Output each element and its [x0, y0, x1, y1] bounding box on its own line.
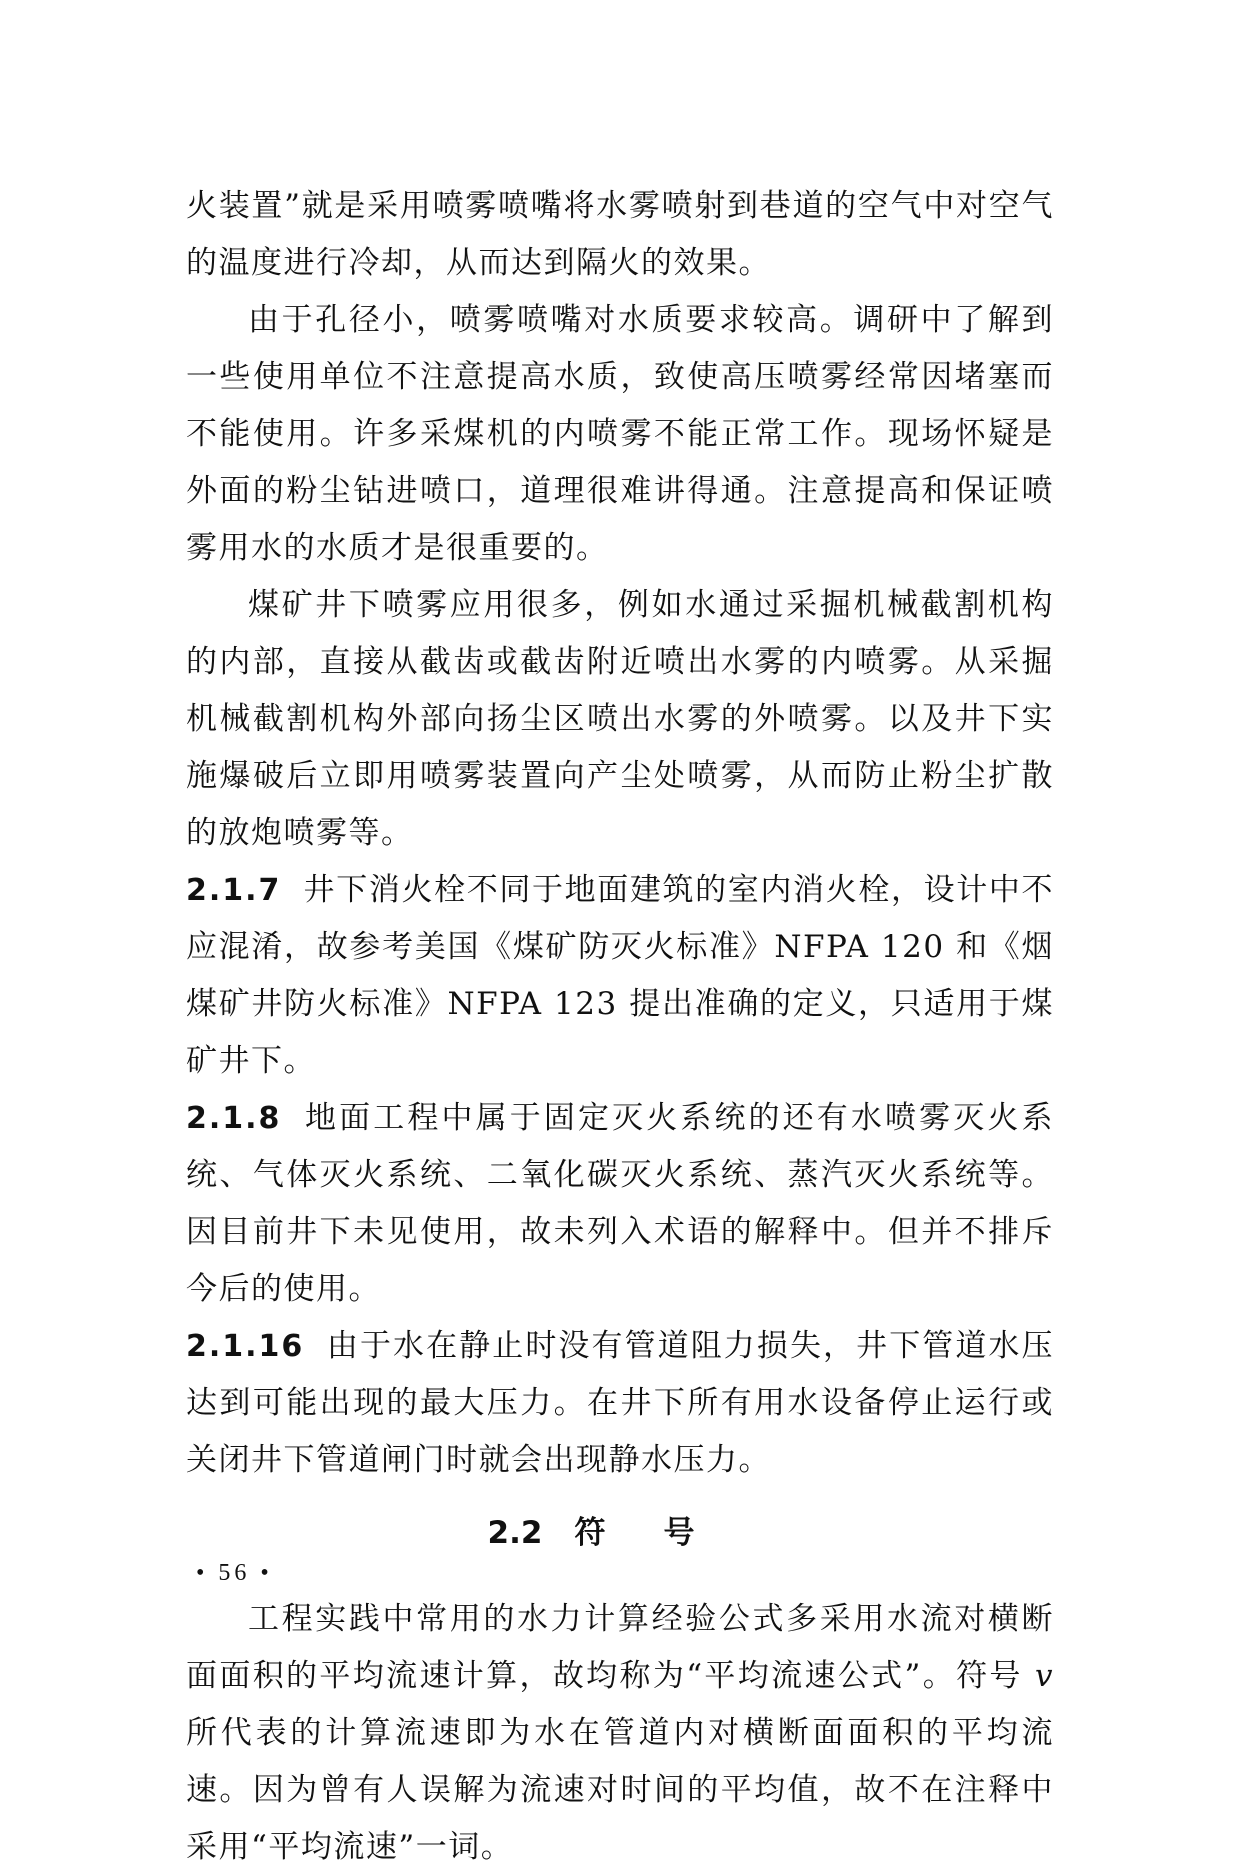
clause-number: 2.1.16: [186, 1329, 305, 1364]
section-number: 2.2: [487, 1515, 543, 1551]
clause-text: 由于水在静止时没有管道阻力损失，井下管道水压达到可能出现的最大压力。在井下所有用水设备停止运行或关闭井下管道闸门时就会出现静水压力。: [186, 1328, 1054, 1478]
paragraph-water-quality: 由于孔径小，喷雾喷嘴对水质要求较高。调研中了解到一些使用单位不注意提高水质，致使高压喷雾经常因堵塞而不能使用。许多采煤机的内喷雾不能正常工作。现场怀疑是外面的粉尘钻进喷口，道理很难讲得通。注意提高和保证喷雾用水的水质才是很重要的。: [186, 302, 1054, 566]
paragraph-symbols: [186, 1591, 1054, 1876]
section-title-text: 符号: [574, 1515, 753, 1551]
paragraph-spray-applications: 煤矿井下喷雾应用很多，例如水通过采掘机械截割机构的内部，直接从截齿或截齿附近喷出水雾的内喷雾。从采掘机械截割机构外部向扬尘区喷出水雾的外喷雾。以及井下实施爆破后立即用喷雾装置向产尘处喷雾，从而防止粉尘扩散的放炮喷雾等。: [186, 587, 1054, 851]
symbols-text-part2: 所代表的计算流速即为水在管道内对横断面面积的平均流速。因为曾有人误解为流速对时间的平均值，故不在注释中采用“平均流速”一词。: [186, 1715, 1054, 1865]
clause-2-1-16: [186, 1318, 1054, 1489]
clause-2-1-7: [186, 862, 1054, 1090]
clause-number: 2.1.8: [186, 1101, 282, 1136]
clause-text: 井下消火栓不同于地面建筑的室内消火栓，设计中不应混淆，故参考美国《煤矿防灭火标准》NFPA 120 和《烟煤矿井防火标准》NFPA 123 提出准确的定义，只适用于煤矿井下。: [186, 872, 1054, 1079]
page-number: • 56 •: [196, 1560, 273, 1586]
paragraph-fire-barrier: 火装置”就是采用喷雾喷嘴将水雾喷射到巷道的空气中对空气的温度进行冷却，从而达到隔火的效果。: [186, 188, 1054, 281]
section-heading: [186, 1509, 1054, 1557]
clause-number: 2.1.7: [186, 873, 282, 908]
clause-2-1-8: [186, 1090, 1054, 1318]
symbols-text-part1: 工程实践中常用的水力计算经验公式多采用水流对横断面面积的平均流速计算，故均称为“平均流速公式”。符号: [186, 1601, 1054, 1694]
clause-text: 地面工程中属于固定灭火系统的还有水喷雾灭火系统、气体灭火系统、二氧化碳灭火系统、蒸汽灭火系统等。因目前井下未见使用，故未列入术语的解释中。但并不排斥今后的使用。: [186, 1100, 1054, 1307]
page-body: [186, 178, 1054, 1876]
velocity-symbol: v: [1034, 1658, 1054, 1694]
